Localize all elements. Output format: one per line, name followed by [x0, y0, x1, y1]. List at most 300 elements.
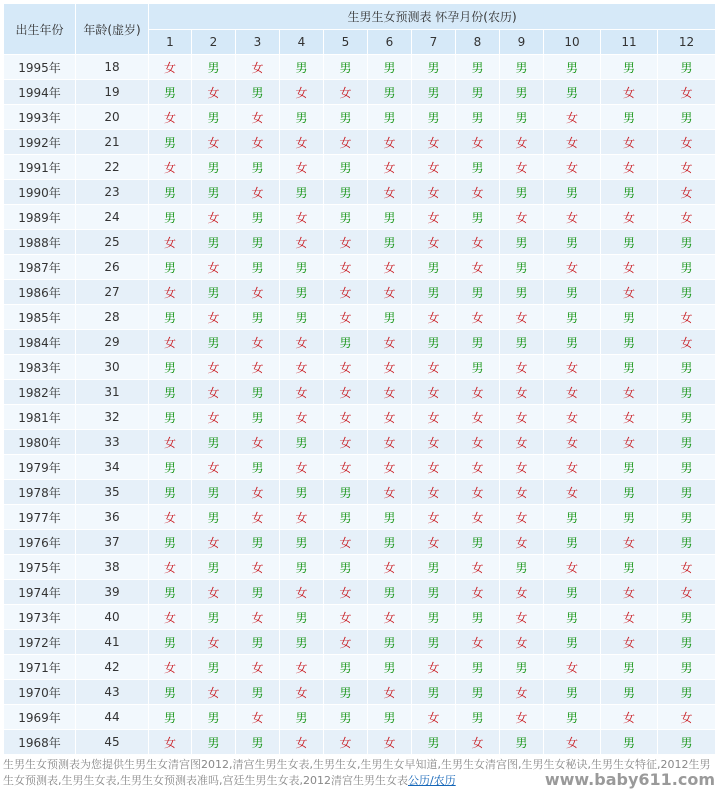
prediction-cell: 男	[658, 380, 716, 405]
prediction-cell: 女	[456, 505, 500, 530]
prediction-cell: 男	[236, 405, 280, 430]
prediction-cell: 女	[601, 380, 658, 405]
prediction-cell: 男	[368, 230, 412, 255]
prediction-cell: 女	[324, 730, 368, 755]
prediction-cell: 女	[236, 655, 280, 680]
prediction-cell: 女	[149, 730, 192, 755]
age-cell: 30	[76, 355, 149, 380]
prediction-cell: 男	[236, 580, 280, 605]
prediction-cell: 男	[368, 530, 412, 555]
prediction-cell: 男	[149, 180, 192, 205]
prediction-cell: 男	[500, 55, 544, 80]
prediction-cell: 女	[544, 455, 601, 480]
prediction-cell: 男	[192, 605, 236, 630]
prediction-cell: 男	[236, 730, 280, 755]
prediction-cell: 男	[236, 80, 280, 105]
prediction-cell: 女	[236, 330, 280, 355]
prediction-cell: 女	[658, 555, 716, 580]
prediction-cell: 女	[456, 380, 500, 405]
prediction-cell: 男	[601, 455, 658, 480]
prediction-cell: 男	[500, 330, 544, 355]
prediction-cell: 男	[544, 305, 601, 330]
birth-year-cell: 1989年	[4, 205, 76, 230]
prediction-cell: 男	[192, 330, 236, 355]
prediction-cell: 男	[544, 180, 601, 205]
table-row	[4, 205, 716, 230]
table-row	[4, 155, 716, 180]
prediction-cell: 男	[368, 305, 412, 330]
birth-year-cell: 1986年	[4, 280, 76, 305]
prediction-cell: 女	[500, 305, 544, 330]
birth-year-cell: 1969年	[4, 705, 76, 730]
prediction-cell: 男	[500, 730, 544, 755]
prediction-cell: 女	[236, 430, 280, 455]
prediction-cell: 男	[280, 105, 324, 130]
birth-year-cell: 1978年	[4, 480, 76, 505]
prediction-cell: 女	[456, 480, 500, 505]
prediction-cell: 女	[456, 230, 500, 255]
prediction-cell: 男	[601, 105, 658, 130]
table-row	[4, 55, 716, 80]
prediction-cell: 女	[280, 205, 324, 230]
table-row	[4, 305, 716, 330]
prediction-cell: 男	[280, 605, 324, 630]
prediction-cell: 女	[500, 480, 544, 505]
age-cell: 37	[76, 530, 149, 555]
prediction-cell: 女	[544, 155, 601, 180]
prediction-cell: 男	[601, 480, 658, 505]
prediction-cell: 女	[324, 430, 368, 455]
prediction-cell: 女	[456, 630, 500, 655]
prediction-cell: 男	[544, 705, 601, 730]
age-cell: 21	[76, 130, 149, 155]
age-cell: 23	[76, 180, 149, 205]
prediction-cell: 女	[544, 355, 601, 380]
table-row	[4, 280, 716, 305]
prediction-cell: 女	[368, 355, 412, 380]
table-row	[4, 130, 716, 155]
prediction-cell: 男	[412, 105, 456, 130]
birth-year-cell: 1972年	[4, 630, 76, 655]
prediction-cell: 女	[412, 305, 456, 330]
prediction-cell: 女	[500, 580, 544, 605]
prediction-cell: 女	[500, 605, 544, 630]
prediction-cell: 男	[601, 505, 658, 530]
prediction-cell: 男	[236, 205, 280, 230]
prediction-cell: 女	[456, 130, 500, 155]
age-cell: 35	[76, 480, 149, 505]
prediction-cell: 男	[456, 530, 500, 555]
prediction-cell: 女	[236, 480, 280, 505]
prediction-cell: 女	[368, 405, 412, 430]
prediction-cell: 女	[412, 205, 456, 230]
age-cell: 20	[76, 105, 149, 130]
prediction-cell: 女	[368, 605, 412, 630]
prediction-cell: 男	[658, 255, 716, 280]
prediction-cell: 女	[324, 380, 368, 405]
prediction-cell: 男	[192, 730, 236, 755]
prediction-cell: 男	[149, 255, 192, 280]
prediction-cell: 男	[280, 255, 324, 280]
prediction-cell: 男	[192, 555, 236, 580]
prediction-cell: 男	[192, 105, 236, 130]
prediction-cell: 女	[456, 305, 500, 330]
prediction-cell: 男	[456, 605, 500, 630]
table-row	[4, 705, 716, 730]
prediction-cell: 男	[280, 555, 324, 580]
prediction-cell: 男	[412, 605, 456, 630]
prediction-cell: 女	[324, 255, 368, 280]
prediction-cell: 男	[280, 180, 324, 205]
prediction-cell: 男	[149, 355, 192, 380]
prediction-cell: 男	[601, 330, 658, 355]
prediction-cell: 男	[280, 530, 324, 555]
prediction-cell: 男	[412, 555, 456, 580]
prediction-cell: 女	[280, 380, 324, 405]
prediction-cell: 女	[544, 480, 601, 505]
birth-year-cell: 1991年	[4, 155, 76, 180]
prediction-cell: 女	[236, 705, 280, 730]
prediction-cell: 女	[544, 555, 601, 580]
prediction-cell: 女	[658, 205, 716, 230]
prediction-cell: 男	[544, 80, 601, 105]
table-row	[4, 680, 716, 705]
prediction-cell: 男	[192, 180, 236, 205]
prediction-cell: 女	[236, 55, 280, 80]
table-row	[4, 430, 716, 455]
prediction-cell: 女	[368, 555, 412, 580]
prediction-cell: 女	[192, 305, 236, 330]
prediction-cell: 女	[500, 355, 544, 380]
table-row	[4, 330, 716, 355]
header-month: 6	[368, 30, 412, 55]
age-cell: 44	[76, 705, 149, 730]
prediction-cell: 男	[500, 80, 544, 105]
prediction-cell: 男	[544, 580, 601, 605]
prediction-cell: 女	[280, 230, 324, 255]
prediction-cell: 女	[368, 130, 412, 155]
prediction-cell: 男	[280, 705, 324, 730]
prediction-cell: 男	[149, 130, 192, 155]
prediction-cell: 女	[368, 180, 412, 205]
prediction-cell: 女	[368, 680, 412, 705]
prediction-cell: 男	[412, 80, 456, 105]
prediction-cell: 女	[324, 605, 368, 630]
birth-year-cell: 1970年	[4, 680, 76, 705]
age-cell: 24	[76, 205, 149, 230]
prediction-cell: 女	[368, 730, 412, 755]
prediction-cell: 男	[236, 155, 280, 180]
prediction-cell: 女	[280, 730, 324, 755]
header-month: 4	[280, 30, 324, 55]
prediction-cell: 男	[192, 705, 236, 730]
prediction-cell: 女	[412, 655, 456, 680]
prediction-cell: 男	[601, 305, 658, 330]
prediction-cell: 女	[601, 80, 658, 105]
prediction-cell: 男	[544, 680, 601, 705]
prediction-cell: 男	[192, 505, 236, 530]
birth-year-cell: 1983年	[4, 355, 76, 380]
age-cell: 41	[76, 630, 149, 655]
prediction-cell: 男	[658, 280, 716, 305]
prediction-cell: 男	[500, 180, 544, 205]
prediction-cell: 男	[658, 405, 716, 430]
prediction-cell: 女	[500, 680, 544, 705]
prediction-cell: 女	[149, 155, 192, 180]
birth-year-cell: 1995年	[4, 55, 76, 80]
prediction-cell: 女	[149, 430, 192, 455]
header-month: 3	[236, 30, 280, 55]
prediction-cell: 女	[280, 680, 324, 705]
prediction-cell: 男	[236, 305, 280, 330]
prediction-cell: 女	[456, 430, 500, 455]
age-cell: 28	[76, 305, 149, 330]
prediction-cell: 女	[149, 555, 192, 580]
age-cell: 31	[76, 380, 149, 405]
prediction-cell: 女	[544, 255, 601, 280]
prediction-cell: 女	[236, 605, 280, 630]
table-row	[4, 580, 716, 605]
birth-year-cell: 1992年	[4, 130, 76, 155]
prediction-cell: 女	[192, 355, 236, 380]
prediction-cell: 女	[368, 380, 412, 405]
prediction-cell: 男	[544, 330, 601, 355]
age-cell: 27	[76, 280, 149, 305]
prediction-cell: 男	[456, 355, 500, 380]
prediction-cell: 男	[412, 680, 456, 705]
prediction-cell: 女	[456, 405, 500, 430]
prediction-cell: 男	[658, 105, 716, 130]
header-age: 年龄(虚岁)	[76, 4, 149, 55]
prediction-cell: 男	[544, 630, 601, 655]
prediction-cell: 男	[412, 280, 456, 305]
prediction-cell: 女	[324, 280, 368, 305]
prediction-cell: 男	[236, 230, 280, 255]
prediction-cell: 女	[324, 130, 368, 155]
prediction-cell: 男	[149, 630, 192, 655]
prediction-cell: 男	[412, 580, 456, 605]
age-cell: 38	[76, 555, 149, 580]
prediction-cell: 男	[544, 280, 601, 305]
prediction-cell: 女	[544, 730, 601, 755]
prediction-cell: 女	[280, 580, 324, 605]
prediction-cell: 女	[192, 530, 236, 555]
prediction-cell: 女	[456, 730, 500, 755]
table-row	[4, 630, 716, 655]
header-month: 5	[324, 30, 368, 55]
prediction-cell: 男	[456, 205, 500, 230]
prediction-cell: 男	[149, 205, 192, 230]
prediction-cell: 男	[544, 530, 601, 555]
prediction-cell: 男	[658, 230, 716, 255]
table-row	[4, 180, 716, 205]
prediction-cell: 男	[149, 530, 192, 555]
prediction-cell: 女	[149, 230, 192, 255]
prediction-cell: 女	[544, 130, 601, 155]
prediction-cell: 女	[658, 580, 716, 605]
prediction-cell: 女	[500, 430, 544, 455]
birth-year-cell: 1971年	[4, 655, 76, 680]
birth-year-cell: 1976年	[4, 530, 76, 555]
prediction-cell: 女	[192, 680, 236, 705]
prediction-cell: 女	[236, 130, 280, 155]
table-row	[4, 480, 716, 505]
prediction-cell: 女	[456, 580, 500, 605]
calendar-link[interactable]: 公历/农历	[407, 774, 456, 787]
prediction-cell: 男	[658, 655, 716, 680]
prediction-cell: 男	[500, 555, 544, 580]
prediction-cell: 男	[544, 605, 601, 630]
prediction-cell: 男	[456, 330, 500, 355]
age-cell: 33	[76, 430, 149, 455]
prediction-cell: 女	[192, 405, 236, 430]
prediction-cell: 女	[658, 80, 716, 105]
header-month: 8	[456, 30, 500, 55]
prediction-cell: 男	[601, 730, 658, 755]
prediction-cell: 男	[236, 530, 280, 555]
prediction-cell: 女	[500, 530, 544, 555]
prediction-cell: 男	[192, 55, 236, 80]
prediction-cell: 男	[500, 280, 544, 305]
prediction-cell: 女	[192, 380, 236, 405]
prediction-cell: 女	[500, 705, 544, 730]
prediction-cell: 女	[500, 630, 544, 655]
prediction-cell: 男	[280, 305, 324, 330]
age-cell: 19	[76, 80, 149, 105]
prediction-cell: 男	[149, 705, 192, 730]
header-birth-year: 出生年份	[4, 4, 76, 55]
prediction-cell: 女	[658, 305, 716, 330]
table-row	[4, 455, 716, 480]
prediction-cell: 女	[500, 155, 544, 180]
header-month: 7	[412, 30, 456, 55]
prediction-cell: 女	[324, 405, 368, 430]
prediction-cell: 男	[149, 480, 192, 505]
birth-year-cell: 1979年	[4, 455, 76, 480]
prediction-cell: 男	[412, 630, 456, 655]
prediction-cell: 女	[544, 405, 601, 430]
age-cell: 34	[76, 455, 149, 480]
table-row	[4, 405, 716, 430]
birth-year-cell: 1974年	[4, 580, 76, 605]
age-cell: 32	[76, 405, 149, 430]
birth-year-cell: 1985年	[4, 305, 76, 330]
prediction-cell: 男	[658, 430, 716, 455]
prediction-cell: 女	[149, 505, 192, 530]
prediction-cell: 女	[236, 505, 280, 530]
prediction-cell: 女	[412, 480, 456, 505]
prediction-cell: 男	[236, 680, 280, 705]
prediction-cell: 女	[601, 705, 658, 730]
prediction-cell: 男	[544, 505, 601, 530]
prediction-cell: 男	[456, 280, 500, 305]
prediction-cell: 女	[368, 455, 412, 480]
prediction-cell: 女	[324, 530, 368, 555]
prediction-cell: 女	[601, 530, 658, 555]
prediction-cell: 女	[236, 105, 280, 130]
prediction-cell: 男	[324, 655, 368, 680]
prediction-cell: 女	[324, 80, 368, 105]
prediction-cell: 女	[368, 330, 412, 355]
prediction-cell: 男	[280, 630, 324, 655]
table-row	[4, 655, 716, 680]
prediction-cell: 女	[544, 655, 601, 680]
prediction-cell: 男	[658, 455, 716, 480]
table-row	[4, 530, 716, 555]
prediction-cell: 女	[412, 155, 456, 180]
birth-year-cell: 1993年	[4, 105, 76, 130]
header-month: 2	[192, 30, 236, 55]
birth-year-cell: 1980年	[4, 430, 76, 455]
table-row	[4, 230, 716, 255]
prediction-cell: 男	[324, 705, 368, 730]
prediction-cell: 男	[324, 205, 368, 230]
prediction-cell: 男	[236, 380, 280, 405]
prediction-cell: 男	[456, 705, 500, 730]
prediction-cell: 女	[500, 405, 544, 430]
prediction-cell: 男	[324, 555, 368, 580]
prediction-cell: 男	[500, 230, 544, 255]
prediction-cell: 女	[412, 505, 456, 530]
prediction-cell: 女	[601, 155, 658, 180]
prediction-cell: 男	[456, 155, 500, 180]
table-row	[4, 80, 716, 105]
prediction-cell: 男	[192, 155, 236, 180]
prediction-cell: 女	[280, 405, 324, 430]
prediction-cell: 女	[324, 305, 368, 330]
prediction-cell: 男	[412, 730, 456, 755]
prediction-cell: 男	[658, 680, 716, 705]
prediction-cell: 男	[500, 105, 544, 130]
prediction-cell: 女	[601, 630, 658, 655]
prediction-cell: 女	[192, 255, 236, 280]
prediction-cell: 男	[324, 480, 368, 505]
prediction-cell: 女	[601, 405, 658, 430]
prediction-cell: 女	[324, 630, 368, 655]
header-month: 10	[544, 30, 601, 55]
prediction-cell: 女	[192, 455, 236, 480]
prediction-cell: 男	[601, 555, 658, 580]
prediction-cell: 男	[412, 55, 456, 80]
age-cell: 45	[76, 730, 149, 755]
prediction-cell: 女	[192, 630, 236, 655]
prediction-cell: 男	[368, 505, 412, 530]
prediction-cell: 男	[658, 55, 716, 80]
prediction-cell: 女	[412, 380, 456, 405]
prediction-cell: 女	[658, 705, 716, 730]
prediction-cell: 女	[658, 130, 716, 155]
prediction-cell: 男	[236, 255, 280, 280]
prediction-cell: 女	[324, 580, 368, 605]
prediction-cell: 男	[601, 655, 658, 680]
prediction-cell: 女	[368, 255, 412, 280]
prediction-cell: 女	[500, 380, 544, 405]
prediction-cell: 女	[500, 130, 544, 155]
prediction-cell: 男	[456, 655, 500, 680]
prediction-cell: 女	[544, 380, 601, 405]
prediction-cell: 男	[280, 55, 324, 80]
prediction-cell: 男	[658, 505, 716, 530]
prediction-cell: 男	[149, 580, 192, 605]
prediction-cell: 女	[412, 230, 456, 255]
header-month: 1	[149, 30, 192, 55]
prediction-cell: 男	[149, 680, 192, 705]
prediction-cell: 女	[149, 605, 192, 630]
table-row	[4, 605, 716, 630]
birth-year-cell: 1990年	[4, 180, 76, 205]
prediction-cell: 男	[324, 330, 368, 355]
prediction-cell: 男	[192, 230, 236, 255]
